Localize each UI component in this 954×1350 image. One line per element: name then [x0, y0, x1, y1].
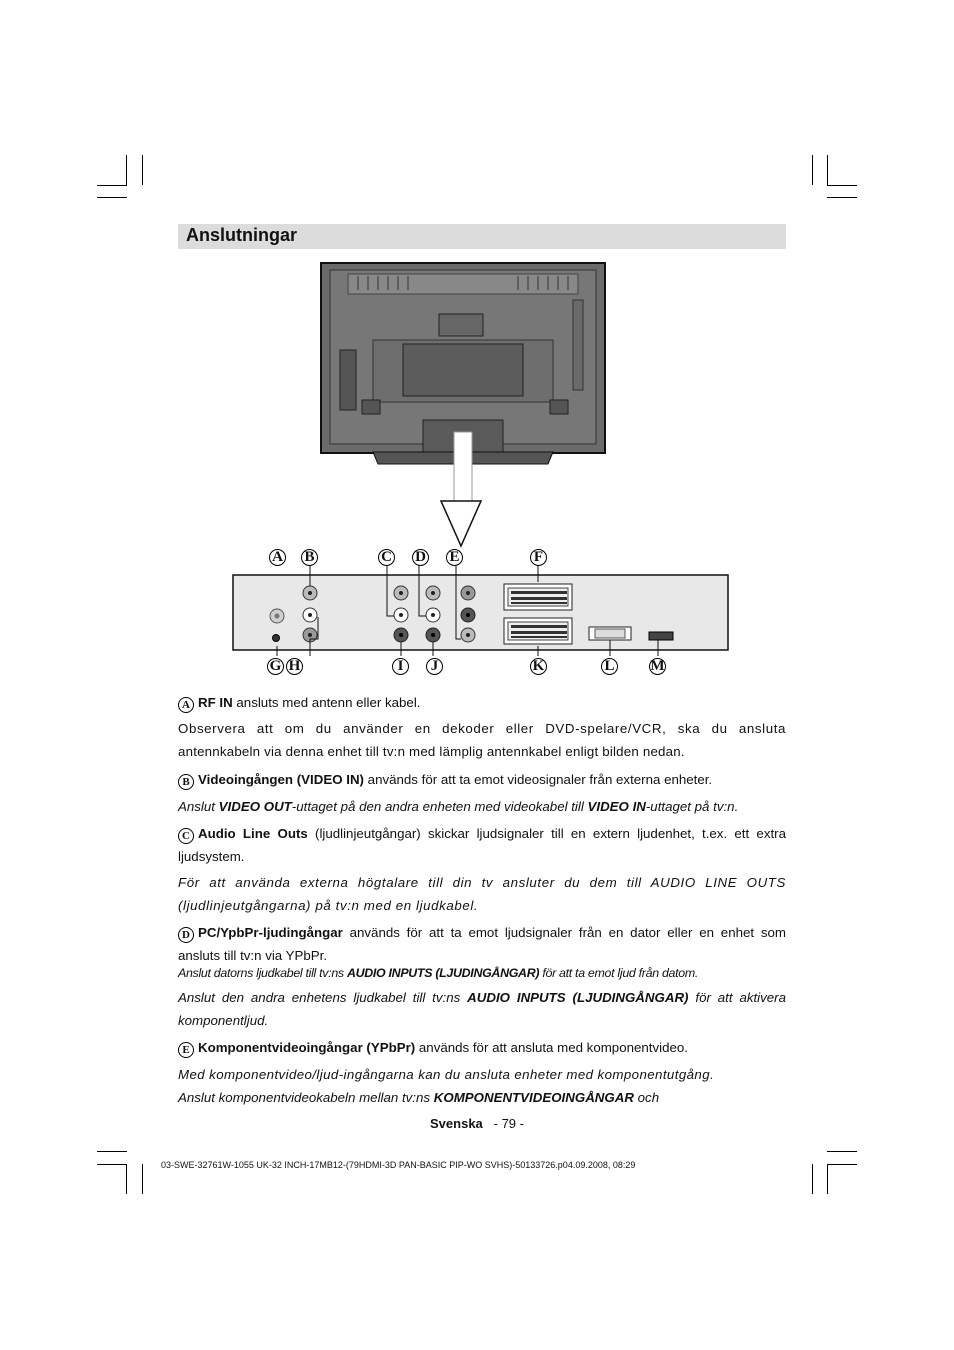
crop-mark: [827, 1151, 857, 1152]
footer-language: Svenska: [430, 1116, 483, 1131]
connector-label: L: [601, 658, 618, 675]
paragraph-text: används för att ta emot videosignaler från externa enheter.: [363, 772, 713, 787]
crop-mark: [812, 155, 813, 185]
crop-mark: [827, 185, 857, 186]
crop-mark: [97, 197, 127, 198]
paragraph-audio-note: För att använda externa högtalare till din tv ansluter du dem till AUDIO LINE OUTS (ljudlinjeutgångarna) på tv:n med en ljudkabel.: [178, 875, 786, 913]
connector-label: J: [426, 658, 443, 675]
paragraph-text: Anslut den andra enhetens ljudkabel till tv:ns: [178, 990, 468, 1005]
connector-label: D: [412, 549, 429, 566]
page-footer: [0, 1116, 954, 1131]
term-component-inputs: KOMPONENTVIDEOINGÅNGAR: [433, 1089, 634, 1105]
paragraph-pc-audio-note-1: [178, 962, 786, 985]
crop-mark: [126, 1164, 127, 1194]
connector-label: G: [267, 658, 284, 675]
term-video-out: VIDEO OUT: [218, 799, 292, 814]
paragraph-rf-in: [178, 692, 786, 715]
marker-a: A: [178, 697, 194, 713]
paragraph-pc-audio: [178, 922, 786, 967]
crop-mark: [827, 155, 828, 185]
paragraph-line: antennkabeln via denna enhet till tv:n med lämplig antennkabel enligt bilden nedan.: [178, 743, 685, 759]
connector-label: M: [650, 658, 665, 674]
connector-label: H: [286, 658, 303, 675]
connector-label: B: [301, 549, 318, 566]
crop-mark: [812, 1164, 813, 1194]
paragraph-line: Med komponentvideo/ljud-ingångarna kan du ansluta enheter med komponentutgång.: [178, 1067, 715, 1082]
paragraph-text: Anslut: [178, 799, 219, 814]
paragraph-line: [178, 1087, 786, 1110]
crop-mark: [97, 1164, 127, 1165]
crop-mark: [126, 155, 127, 185]
paragraph-text: ansluts med antenn eller kabel.: [232, 695, 421, 710]
paragraph-text: -uttaget på den andra enheten med videokabel till: [291, 799, 588, 814]
marker-d: D: [178, 927, 194, 943]
term-rf-in: RF IN: [198, 695, 233, 710]
crop-mark: [142, 1164, 143, 1194]
crop-mark: [97, 185, 127, 186]
connector-labels-top: [0, 549, 954, 569]
paragraph-text: används för att ta emot ljudsignaler från en dator eller en enhet som ansluts till tv:n via YPbPr.: [178, 925, 786, 963]
paragraph-video-note: [178, 796, 786, 819]
term-pc-audio: PC/YpbPr-ljudingångar: [198, 925, 343, 940]
term-video-in: VIDEO IN: [587, 799, 646, 814]
paragraph-observera: [178, 718, 786, 763]
marker-e: E: [178, 1042, 194, 1058]
arrow-down-icon: [440, 500, 482, 548]
paragraph-line: Observera att om du använder en dekoder eller DVD-spelare/VCR, ska du ansluta: [178, 721, 786, 736]
paragraph-text: och: [633, 1089, 660, 1105]
crop-mark: [827, 1164, 828, 1194]
print-info-line: 03-SWE-32761W-1055 UK-32 INCH-17MB12-(79HDMI-3D PAN-BASIC PIP-WO SVHS)-50133726.p04.09.2008, 08:29: [161, 1160, 636, 1170]
marker-b: B: [178, 774, 194, 790]
paragraph-video-in: [178, 769, 786, 792]
paragraph-component-video: [178, 1037, 786, 1060]
section-title: Anslutningar: [186, 225, 297, 245]
paragraph-text: Anslut komponentvideokabeln mellan tv:ns: [178, 1089, 434, 1105]
crop-mark: [827, 1164, 857, 1165]
connector-labels-bottom: [0, 658, 954, 678]
tv-rear-illustration: [318, 260, 608, 505]
connector-label: E: [446, 549, 463, 566]
page-number: - 79 -: [493, 1116, 524, 1131]
paragraph-pc-audio-note-2: [178, 987, 786, 1032]
term-audio-inputs: AUDIO INPUTS (LJUDINGÅNGAR): [467, 990, 689, 1005]
section-header: [178, 224, 786, 249]
paragraph-component-note: [178, 1064, 786, 1109]
term-audio-inputs: AUDIO INPUTS (LJUDINGÅNGAR): [346, 966, 540, 980]
paragraph-text: används för att ansluta med komponentvideo.: [415, 1040, 688, 1055]
term-video-in: Videoingången (VIDEO IN): [198, 772, 364, 787]
paragraph-text: för att ta emot ljud från datom.: [539, 966, 699, 980]
paragraph-audio-line-outs: [178, 823, 786, 868]
paragraph-text: (ljudlinjeutgångar) skickar ljudsignaler till en extern ljudenhet, t.ex. ett extra ljudsystem.: [178, 826, 786, 864]
term-audio-line-outs: Audio Line Outs: [198, 826, 308, 841]
paragraph-text: Anslut datorns ljudkabel till tv:ns: [178, 966, 347, 980]
crop-mark: [827, 197, 857, 198]
connector-label: I: [392, 658, 409, 675]
paragraph-text: -uttaget på tv:n.: [645, 799, 739, 814]
term-component-video: Komponentvideoingångar (YPbPr): [198, 1040, 416, 1055]
connector-label: K: [530, 658, 547, 675]
crop-mark: [97, 1151, 127, 1152]
marker-c: C: [178, 828, 194, 844]
paragraph-text: för att aktivera komponentljud.: [178, 990, 786, 1028]
crop-mark: [142, 155, 143, 185]
connector-label: F: [530, 549, 547, 566]
connector-label: C: [378, 549, 395, 566]
connector-label: A: [269, 549, 286, 566]
